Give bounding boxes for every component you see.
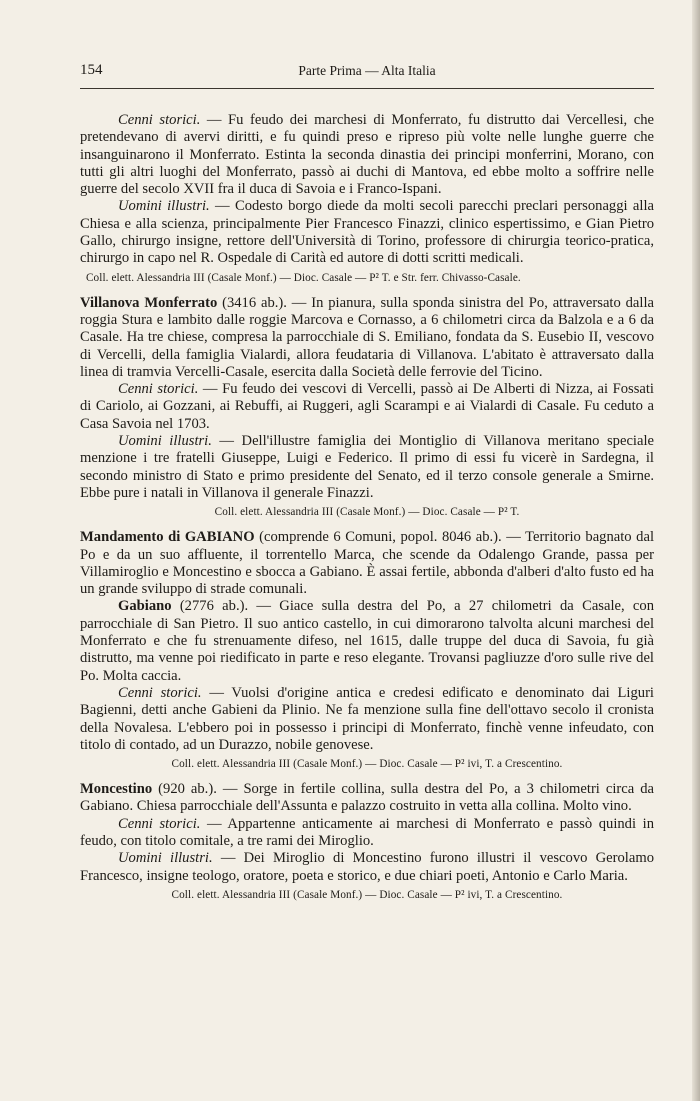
paragraph-uomini-illustri: [80, 433, 654, 502]
paragraph-uomini-illustri: [80, 198, 654, 267]
page-number: 154: [80, 62, 103, 78]
section-label: Uomini illustri.: [118, 433, 212, 450]
entry-mandamento-gabiano: [80, 529, 654, 598]
entry-name: Moncestino: [80, 781, 153, 798]
paragraph-cenni-storici: [80, 816, 654, 851]
page-body: [80, 112, 654, 902]
entry-gabiano: [80, 598, 654, 684]
collegio-line: Coll. elett. Alessandria III (Casale Monf.) — Dioc. Casale — P² T.: [214, 506, 520, 519]
paragraph-text: — Appartenne anticamente ai marchesi di Monferrato e passò quindi in feudo, con titolo comitale, a tre rami dei Miroglio.: [80, 815, 654, 849]
paragraph-uomini-illustri: [80, 850, 654, 885]
section-label: Uomini illustri.: [118, 850, 213, 867]
collegio-line: Coll. elett. Alessandria III (Casale Monf.) — Dioc. Casale — P² T. e Str. ferr. Chivasso-Casale.: [86, 271, 521, 284]
paragraph-text: — Vuolsi d'origine antica e credesi edificato e denominato dai Liguri Bagienni, detti anche Gabieni da Plinio. Ne fa menzione sulla fine dell'ottavo secolo il cronista della Novalesa. L'ebbero poi in possesso i principi di Monferrato, finchè venne infeudato, con titolo di contado, ad un Durazzo, nobile genovese.: [80, 684, 654, 753]
collegio-line: Coll. elett. Alessandria III (Casale Monf.) — Dioc. Casale — P² ivi, T. a Crescentino.: [171, 758, 563, 771]
section-label: Cenni storici.: [118, 381, 199, 398]
entry-name: Mandamento di GABIANO: [80, 529, 255, 546]
section-label: Cenni storici.: [118, 684, 202, 701]
paragraph-text: — Dei Miroglio di Moncestino furono illustri il vescovo Gerolamo Francesco, insigne teologo, oratore, poeta e storico, e due chiari poeti, Antonio e Carlo Maria.: [80, 850, 654, 884]
collegio-line: Coll. elett. Alessandria III (Casale Monf.) — Dioc. Casale — P² ivi, T. a Crescentino.: [171, 888, 563, 901]
entry-text: (3416 ab.). — In pianura, sulla sponda sinistra del Po, attraversato dalla roggia Stura e lambito dalle roggie Marcova e Cornasso, a 6 chilometri circa da Balzola e a 6 da Casale. Ha tre chiese, compresa la parrocchiale di S. Emiliano, fondata da S. Eusebio II, vescovo di Vercelli, della famiglia Vialardi, allora feudataria di Villanova. L'abitato è attraversato dalla linea di tramvia Vercelli-Casale, esercita dalla Società delle ferrovie del Ticino.: [80, 294, 654, 380]
paragraph-cenni-storici: [80, 685, 654, 754]
entry-villanova: [80, 295, 654, 381]
section-label: Cenni storici.: [118, 112, 201, 128]
entry-text: (2776 ab.). — Giace sulla destra del Po, a 27 chilometri da Casale, con parrocchiale di San Pietro. Il suo antico castello, in cui dimorarono talvolta alcuni marchesi del Monferrato e che fu strenuamente difeso, nel 1615, dalle truppe del duca di Savoia, fu già distrutto, ma venne poi riedificato in parte e reso elegante. Trovansi pagliuzze d'oro sulle rive del Po. Molta caccia.: [80, 598, 654, 684]
entry-name: Gabiano: [118, 598, 172, 615]
paragraph-text: — Fu feudo dei vescovi di Vercelli, passò ai De Alberti di Nizza, ai Fossati di Cariolo, ai Gozzani, ai Rebuffi, ai Ruggeri, agli Scarampi e ai Vialardi di Casale. Fu ceduto a Casa Savoia nel 1703.: [80, 381, 654, 432]
section-label: Cenni storici.: [118, 815, 201, 832]
paragraph-text: — Dell'illustre famiglia dei Montiglio di Villanova meritano speciale menzione i tre fratelli Giuseppe, Luigi e Federico. Il primo di essi fu vicerè in Sardegna, il secondo ministro di Stato e primo presidente del Senato, ed il terzo console generale a Smirne. Ebbe pure i natali in Villanova il generale Finazzi.: [80, 433, 654, 501]
entry-text: (920 ab.). — Sorge in fertile collina, sulla destra del Po, a 3 chilometri circa da Gabiano. Chiesa parrocchiale dell'Assunta e palazzo costruito in vetta alla collina. Molto vino.: [80, 781, 654, 815]
entry-moncestino: [80, 781, 654, 816]
entry-text: (comprende 6 Comuni, popol. 8046 ab.). — Territorio bagnato dal Po e da un suo affluente, il torrentello Marca, che scende da Odalengo Grande, passa per Villamiroglio e Moncestino e sbocca a Gabiano. È assai fertile, abbonda d'alberi d'alto fusto ed ha un grande sviluppo di strade comunali.: [80, 529, 654, 598]
page-edge-shadow: [692, 0, 700, 1101]
paragraph-text: — Codesto borgo diede da molti secoli parecchi preclari personaggi alla Chiesa e alla scienza, principalmente Pier Francesco Finazzi, clinico espertissimo, e Gian Pietro Gallo, chirurgo insigne, rettore dell'Università di Torino, professore di chirurgia teorico-pratica, chirurgo in capo nel R. Ospedale di Carità ed autore di dotti scritti medicali.: [80, 198, 654, 267]
paragraph-text: — Fu feudo dei marchesi di Monferrato, fu distrutto dai Vercellesi, che pretendevano di avervi diritti, e fu quindi preso e ripreso più volte nelle lunghe guerre che insanguinarono il Monferrato. Estinta la seconda dinastia dei principi monferrini, Morano, con tutti gli altri luoghi del Monferrato, passò ai duchi di Mantova, ed ebbe molto a soffrire nelle guerre del secolo XVII fra il duca di Savoia e i Franco-Ispani.: [80, 112, 654, 198]
paragraph-cenni-storici: [80, 381, 654, 433]
section-label: Uomini illustri.: [118, 198, 210, 215]
running-title: Parte Prima — Alta Italia: [298, 63, 436, 78]
page-header: [80, 62, 654, 84]
paragraph-cenni-storici: [80, 112, 654, 198]
header-rule: [80, 88, 654, 89]
entry-name: Villanova Monferrato: [80, 294, 218, 311]
